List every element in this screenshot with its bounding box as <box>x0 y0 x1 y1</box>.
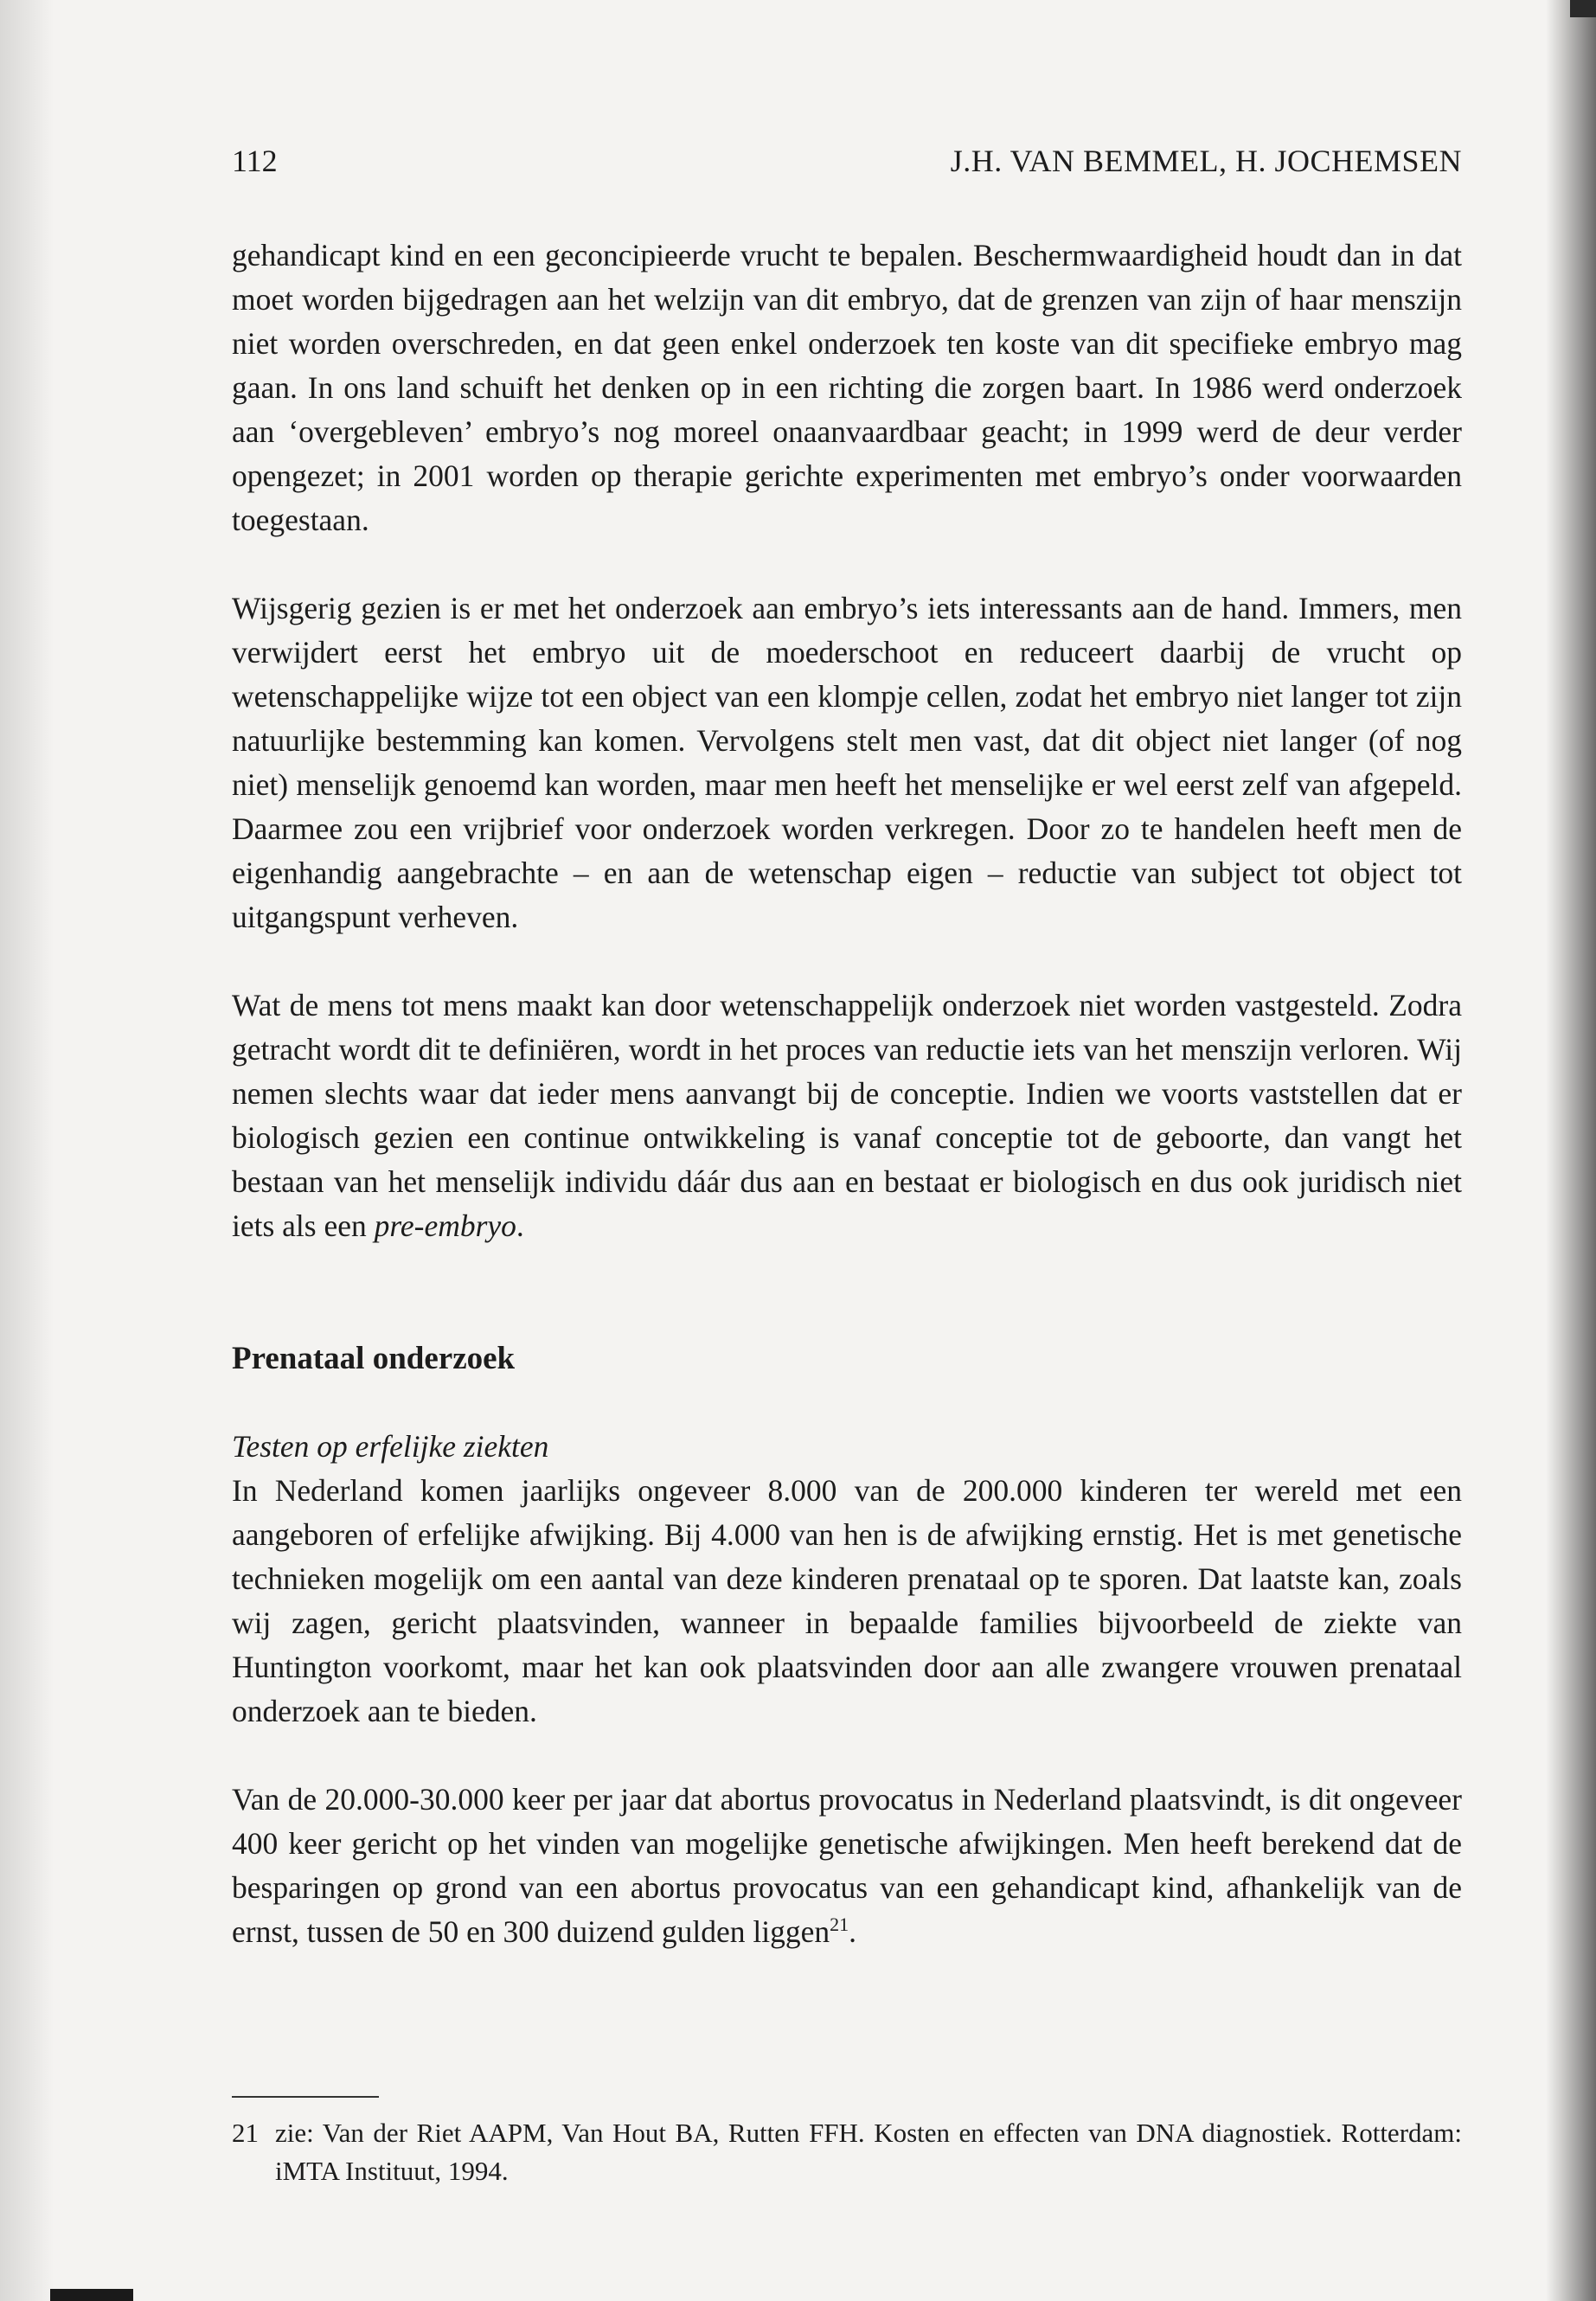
footnote-divider <box>232 2096 379 2098</box>
subheading: Testen op erfelijke ziekten <box>232 1429 549 1464</box>
paragraph-2: Wijsgerig gezien is er met het onderzoek aan embryo’s iets interessants aan de hand. Immers, men verwijdert eerst het embryo uit de moederschoot en reduceert daarbij de vrucht op wetenschappelijke wijze tot een object van een klompje cellen, zodat het embryo niet langer tot zijn natuurlijke bestemming kan komen. Vervolgens stelt men vast, dat dit object niet langer (of nog niet) menselijk genoemd kan worden, maar men heeft het menselijke er wel eerst zelf van afgepeld. Daarmee zou een vrijbrief voor onderzoek worden verkregen. Door zo te handelen heeft men de eigenhandig aangebrachte – en aan de wetenschap eigen – reductie van subject tot object tot uitgangspunt verheven. <box>232 591 1462 934</box>
paragraph-5-text: Van de 20.000-30.000 keer per jaar dat abortus provocatus in Nederland plaatsvindt, is dit ongeveer 400 keer gericht op het vinden van mogelijke genetische afwijkingen. Men heeft berekend dat de besparingen op grond van een abortus provocatus van een gehandicapt kind, afhankelijk van de ernst, tussen de 50 en 300 duizend gulden liggen <box>232 1782 1462 1949</box>
paragraph-3 <box>232 984 1462 1248</box>
page-header <box>232 143 1462 186</box>
paragraph-3-italic-term: pre-embryo <box>374 1208 516 1243</box>
page-number: 112 <box>232 144 278 178</box>
body-text <box>232 234 1462 1998</box>
section-heading: Prenataal onderzoek <box>232 1341 516 1376</box>
running-head: J.H. VAN BEMMEL, H. JOCHEMSEN <box>950 144 1462 178</box>
paragraph-3-text: Wat de mens tot mens maakt kan door wetenschappelijk onderzoek niet worden vastgesteld. Zodra getracht wordt dit te definiëren, wordt in het proces van reductie iets van het menszijn verloren. Wij nemen slechts waar dat ieder mens aanvangt bij de conceptie. Indien we voorts vaststellen dat er biologisch gezien een continue ontwikkeling is vanaf conceptie tot de geboorte, dan vangt het bestaan van het menselijk individu dáár dus aan en bestaat er biologisch en dus ook juridisch niet iets als een <box>232 988 1462 1243</box>
footnote-number: 21 <box>232 2118 259 2148</box>
footnote-reference: 21 <box>830 1913 849 1936</box>
paragraph-5-end: . <box>849 1914 856 1949</box>
paragraph-3-end: . <box>516 1208 524 1243</box>
footnote-text: zie: Van der Riet AAPM, Van Hout BA, Rutten FFH. Kosten en effecten van DNA diagnostiek. Rotterdam: iMTA Instituut, 1994. <box>275 2118 1462 2186</box>
scan-corner-mark <box>1570 0 1596 17</box>
paragraph-5 <box>232 1778 1462 1954</box>
binding-shadow <box>0 0 54 2301</box>
paragraph-4: In Nederland komen jaarlijks ongeveer 8.000 van de 200.000 kinderen ter wereld met een aangeboren of erfelijke afwijking. Bij 4.000 van hen is de afwijking ernstig. Het is met genetische technieken mogelijk om een aantal van deze kinderen prenataal op te sporen. Dat laatste kan, zoals wij zagen, gericht plaatsvinden, wanneer in bepaalde families bijvoorbeeld de ziekte van Huntington voorkomt, maar het kan ook plaatsvinden door aan alle zwangere vrouwen prenataal onderzoek aan te bieden. <box>232 1473 1462 1728</box>
footnote <box>232 2114 1462 2190</box>
scan-bottom-mark <box>50 2289 133 2301</box>
page-edge-shadow <box>1546 0 1596 2301</box>
paragraph-1: gehandicapt kind en een geconcipieerde vrucht te bepalen. Beschermwaardigheid houdt dan in dat moet worden bijgedragen aan het welzijn van dit embryo, dat de grenzen van zijn of haar menszijn niet worden overschreden, en dat geen enkel onderzoek ten koste van dit specifieke embryo mag gaan. In ons land schuift het denken op in een richting die zorgen baart. In 1986 werd onderzoek aan ‘overgebleven’ embryo’s nog moreel onaanvaardbaar geacht; in 1999 werd de deur verder opengezet; in 2001 worden op therapie gerichte experimenten met embryo’s onder voorwaarden toegestaan. <box>232 238 1462 537</box>
